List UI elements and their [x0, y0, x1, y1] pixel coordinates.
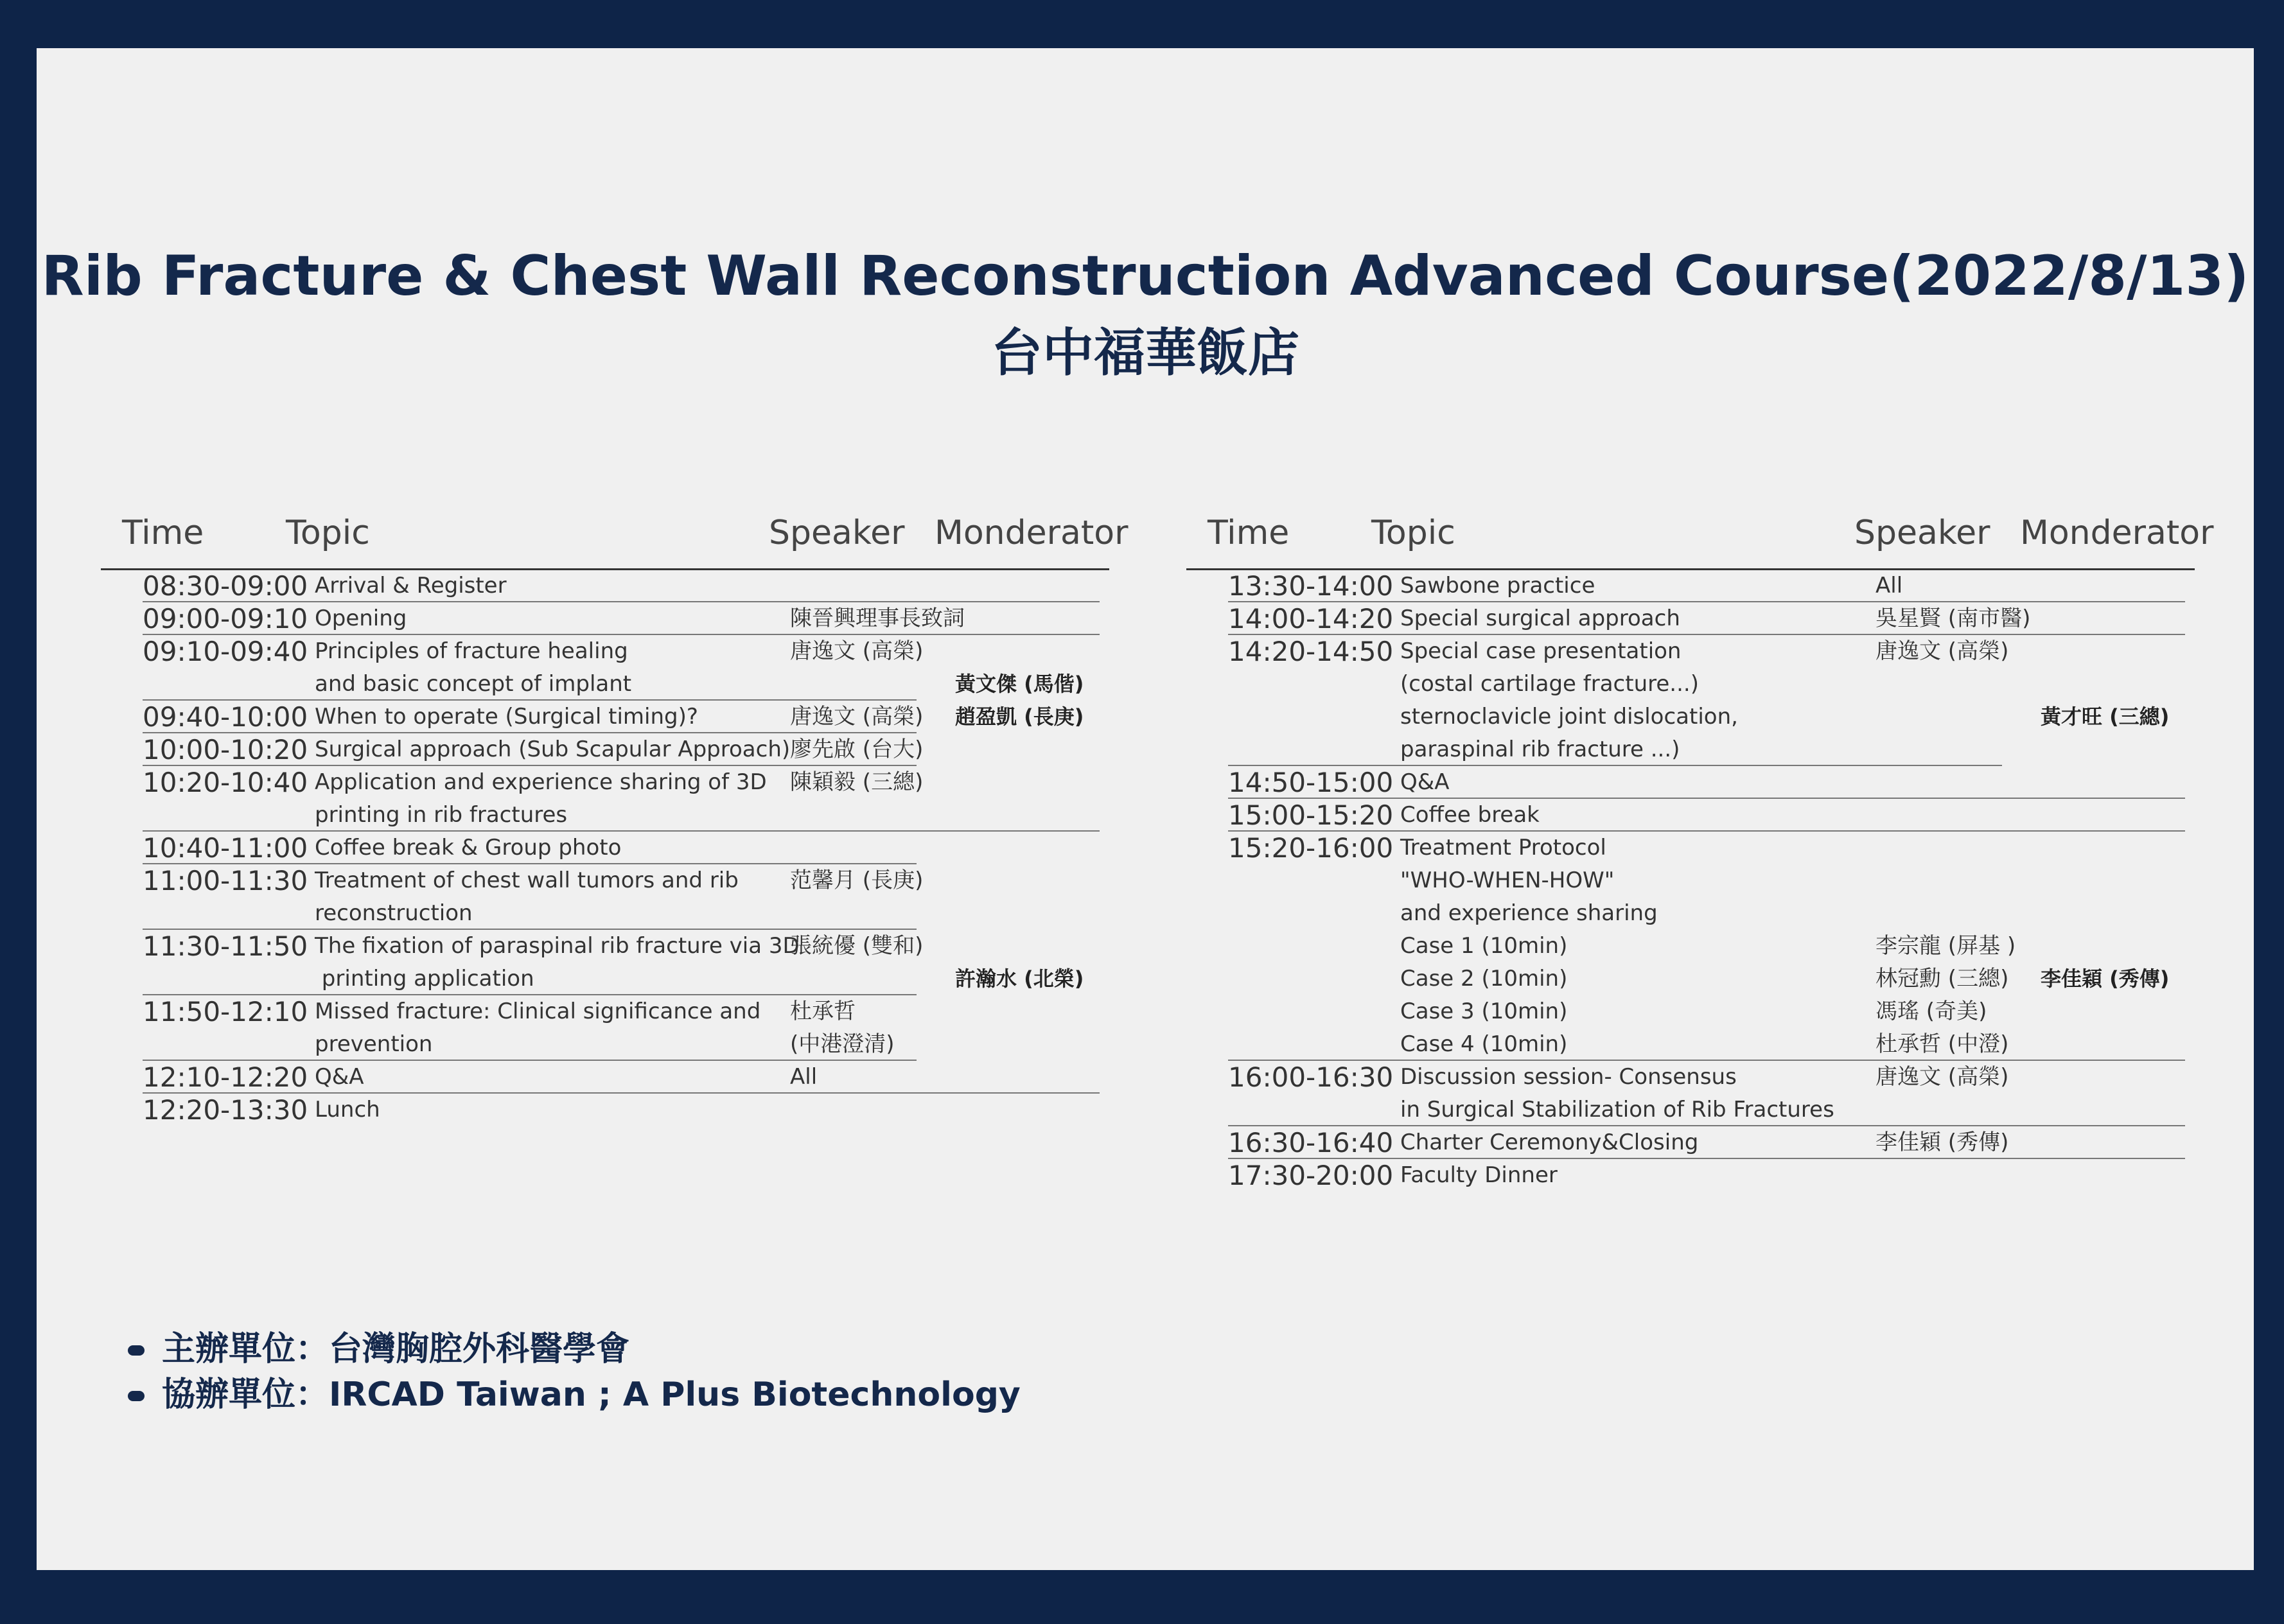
- speaker-header: Speaker: [769, 514, 905, 552]
- table-row: [1186, 832, 2150, 1061]
- venue-title: 台中福華飯店: [991, 323, 1299, 383]
- session-topic: Application and experience sharing of 3D: [315, 769, 767, 795]
- session-time: 16:00-16:30: [1228, 1061, 1394, 1093]
- table-row: [1186, 602, 2150, 635]
- session-speaker: 馮瑤 (奇美): [1876, 999, 1987, 1024]
- session-topic: Principles of fracture healing: [315, 638, 628, 664]
- session-topic: sternoclavicle joint dislocation,: [1400, 704, 1738, 729]
- session-topic: printing in rib fractures: [315, 802, 568, 828]
- session-topic: Surgical approach (Sub Scapular Approach): [315, 737, 791, 762]
- session-time: 14:00-14:20: [1228, 603, 1394, 634]
- session-time: 12:20-13:30: [143, 1094, 308, 1126]
- session-speaker: 唐逸文 (高榮): [790, 638, 924, 664]
- session-topic: When to operate (Surgical timing)?: [315, 704, 698, 729]
- session-time: 08:30-09:00: [143, 570, 308, 602]
- table-row: [101, 1094, 1064, 1126]
- session-speaker: 陳晉興理事長致詞: [790, 606, 965, 631]
- table-row: [1186, 799, 2150, 832]
- session-speaker: 張統優 (雙和): [790, 933, 924, 959]
- session-speaker: 唐逸文 (高榮): [1876, 1064, 2009, 1090]
- session-time: 14:20-14:50: [1228, 636, 1394, 667]
- table-row: [101, 766, 1064, 832]
- session-speaker: (中港澄清): [790, 1031, 895, 1057]
- session-time: 09:00-09:10: [143, 603, 308, 634]
- session-topic: Coffee break: [1400, 802, 1540, 828]
- host-organizer: 主辦單位：台灣胸腔外科醫學會: [162, 1330, 630, 1368]
- table-row: [1186, 635, 2150, 766]
- table-row: [101, 864, 1064, 930]
- session-topic: Discussion session- Consensus: [1400, 1064, 1737, 1090]
- session-topic: Charter Ceremony&Closing: [1400, 1130, 1699, 1155]
- session-speaker: 陳穎毅 (三總): [790, 769, 924, 795]
- session-moderator: 許瀚水 (北榮): [955, 966, 1084, 991]
- session-speaker: 李佳穎 (秀傳): [1876, 1130, 2009, 1155]
- bullet-icon: [128, 1345, 145, 1356]
- session-time: 10:40-11:00: [143, 832, 308, 864]
- session-topic: Special surgical approach: [1400, 606, 1680, 631]
- session-time: 11:30-11:50: [143, 930, 308, 962]
- table-row: [101, 570, 1064, 602]
- session-topic: Coffee break & Group photo: [315, 835, 622, 860]
- session-topic: Missed fracture: Clinical significance and: [315, 999, 761, 1024]
- session-time: 14:50-15:00: [1228, 767, 1394, 798]
- moderator-header: Monderator: [935, 514, 1129, 552]
- session-moderator: 黃才旺 (三總): [2041, 704, 2170, 729]
- topic-header: Topic: [1371, 514, 1455, 552]
- session-speaker: 杜承哲 (中澄): [1876, 1031, 2009, 1057]
- session-topic: Treatment of chest wall tumors and rib: [315, 868, 739, 893]
- session-time: 10:20-10:40: [143, 767, 308, 798]
- session-speaker: 唐逸文 (高榮): [1876, 638, 2009, 664]
- session-speaker: 吳星賢 (南市醫): [1876, 606, 2031, 631]
- time-header: Time: [122, 514, 204, 552]
- session-topic: Sawbone practice: [1400, 573, 1595, 598]
- schedule-sheet: [37, 48, 2254, 1570]
- session-topic: Case 1 (10min): [1400, 933, 1568, 959]
- table-row: [101, 995, 1064, 1061]
- session-time: 09:10-09:40: [143, 636, 308, 667]
- session-speaker: 杜承哲: [790, 999, 856, 1024]
- table-row: [101, 635, 1064, 701]
- session-topic: Case 4 (10min): [1400, 1031, 1568, 1057]
- session-topic: printing application: [315, 966, 534, 991]
- session-speaker: All: [1876, 573, 1903, 598]
- session-topic: in Surgical Stabilization of Rib Fractures: [1400, 1097, 1834, 1122]
- session-topic: Arrival & Register: [315, 573, 507, 598]
- session-topic: Opening: [315, 606, 407, 631]
- table-row: [1186, 1159, 2150, 1192]
- session-speaker: 李宗龍 (屏基 ): [1876, 933, 2016, 959]
- session-topic: prevention: [315, 1031, 433, 1057]
- co-host-organizer: 協辦單位：IRCAD Taiwan ; A Plus Biotechnology: [162, 1375, 1021, 1414]
- session-topic: The fixation of paraspinal rib fracture via 3D: [315, 933, 800, 959]
- session-topic: Lunch: [315, 1097, 380, 1122]
- speaker-header: Speaker: [1854, 514, 1990, 552]
- session-topic: (costal cartilage fracture...): [1400, 671, 1699, 697]
- table-row: [1186, 766, 2150, 799]
- session-time: 11:50-12:10: [143, 996, 308, 1027]
- morning-header: [101, 504, 1129, 570]
- table-row: [101, 733, 1064, 766]
- session-time: 12:10-12:20: [143, 1061, 308, 1093]
- bullet-icon: [128, 1391, 145, 1401]
- table-row: [101, 832, 1064, 864]
- session-moderator: 黃文傑 (馬偕) 趙盈凱 (長庚): [955, 672, 1084, 729]
- session-topic: reconstruction: [315, 900, 473, 926]
- table-row: [1186, 1061, 2150, 1126]
- session-topic: Faculty Dinner: [1400, 1162, 1558, 1188]
- session-time: 17:30-20:00: [1228, 1160, 1394, 1191]
- time-header: Time: [1208, 514, 1290, 552]
- table-row: [101, 602, 1064, 635]
- session-time: 15:20-16:00: [1228, 832, 1394, 864]
- session-topic: Case 3 (10min): [1400, 999, 1568, 1024]
- session-topic: "WHO-WHEN-HOW": [1400, 868, 1615, 893]
- session-time: 16:30-16:40: [1228, 1127, 1394, 1158]
- session-speaker: 范馨月 (長庚): [790, 868, 924, 893]
- session-time: 13:30-14:00: [1228, 570, 1394, 602]
- session-topic: Q&A: [1400, 769, 1450, 795]
- session-topic: and basic concept of implant: [315, 671, 632, 697]
- session-topic: Special case presentation: [1400, 638, 1682, 664]
- session-speaker: 林冠勳 (三總): [1876, 966, 2009, 991]
- session-speaker: 廖先啟 (台大): [790, 737, 924, 762]
- session-speaker: 唐逸文 (高榮): [790, 704, 924, 729]
- session-topic: Case 2 (10min): [1400, 966, 1568, 991]
- session-time: 11:00-11:30: [143, 865, 308, 896]
- session-topic: paraspinal rib fracture ...): [1400, 737, 1680, 762]
- course-title: Rib Fracture & Chest Wall Reconstruction Advanced Course(2022/8/13): [41, 244, 2249, 308]
- session-topic: Treatment Protocol: [1400, 835, 1606, 860]
- session-time: 15:00-15:20: [1228, 799, 1394, 831]
- session-time: 09:40-10:00: [143, 701, 308, 733]
- table-row: [101, 701, 1064, 733]
- session-speaker: All: [790, 1064, 818, 1090]
- topic-header: Topic: [286, 514, 370, 552]
- session-topic: Q&A: [315, 1064, 364, 1090]
- table-row: [101, 1061, 1064, 1094]
- table-row: [1186, 570, 2150, 602]
- table-row: [101, 930, 1064, 995]
- session-moderator: 李佳穎 (秀傳): [2041, 966, 2170, 991]
- table-row: [1186, 1126, 2150, 1159]
- session-time: 10:00-10:20: [143, 734, 308, 765]
- session-topic: and experience sharing: [1400, 900, 1658, 926]
- afternoon-header: [1186, 504, 2214, 570]
- moderator-header: Monderator: [2020, 514, 2214, 552]
